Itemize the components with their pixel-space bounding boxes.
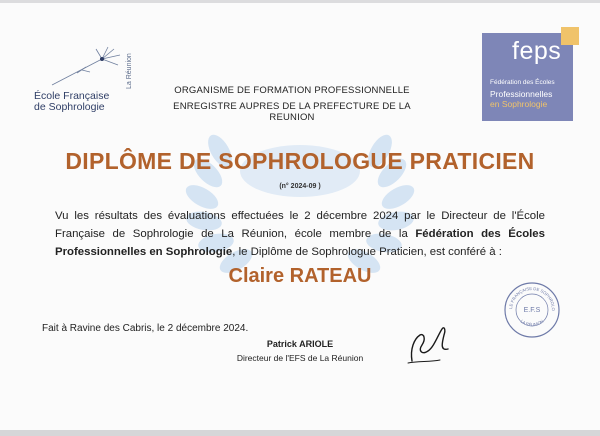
svg-text:LA RÉUNION: [520, 319, 545, 328]
feps-logo: [482, 33, 573, 121]
logo-name-line2: de Sophrologie: [34, 101, 105, 113]
official-stamp: [503, 281, 561, 339]
efs-logo: [28, 41, 148, 131]
diploma-body-text: [55, 207, 545, 261]
signer-role: Directeur de l'EFS de La Réunion: [236, 353, 364, 363]
laureate-name: Claire RATEAU: [228, 265, 372, 287]
organization-line-1: ORGANISME DE FORMATION PROFESSIONNELLE: [174, 85, 410, 96]
place-and-date: Fait à Ravine des Cabris, le 2 décembre 2024.: [42, 323, 249, 334]
laurel-wreath-watermark: [150, 111, 450, 291]
body-text-part2: , le Diplôme de Sophrologue Praticien, est conféré à :: [232, 246, 502, 258]
diploma-number: (n° 2024-09 ): [279, 183, 321, 190]
feps-tagline-3: en Sophrologie: [490, 99, 548, 109]
feps-tagline-1: Fédération des Écoles: [490, 79, 555, 86]
signer-name: Patrick ARIOLE: [266, 339, 334, 349]
organization-line-2: ENREGISTRE AUPRES DE LA PREFECTURE DE LA REUNION: [173, 101, 411, 123]
feps-tagline-2: Professionnelles: [490, 89, 553, 99]
diploma-title: DIPLÔME DE SOPHROLOGUE PRATICIEN: [65, 148, 535, 174]
dandelion-icon: [42, 45, 132, 89]
logo-region: La Réunion: [126, 53, 133, 89]
logo-accent-square: [561, 27, 579, 45]
feps-wordmark: feps: [512, 37, 562, 65]
stamp-top-text: LE FRANÇAISE DE SOPHROLO: [508, 285, 557, 311]
handwritten-signature: [404, 321, 454, 367]
body-text-federation: Fédération des Écoles Professionnelles en Sophrologie: [55, 228, 545, 258]
logo-name-line1: École Française: [34, 90, 110, 102]
logo-school-name: [34, 91, 109, 113]
stamp-bottom-text: LA RÉUNION: [519, 318, 545, 328]
stamp-center-text: E.F.S: [523, 307, 541, 314]
body-text-part1: Vu les résultats des évaluations effectuées le 2 décembre 2024 par le Directeur de l'École Française de Sophrologie de La Réunion, école membre de la: [55, 210, 545, 240]
